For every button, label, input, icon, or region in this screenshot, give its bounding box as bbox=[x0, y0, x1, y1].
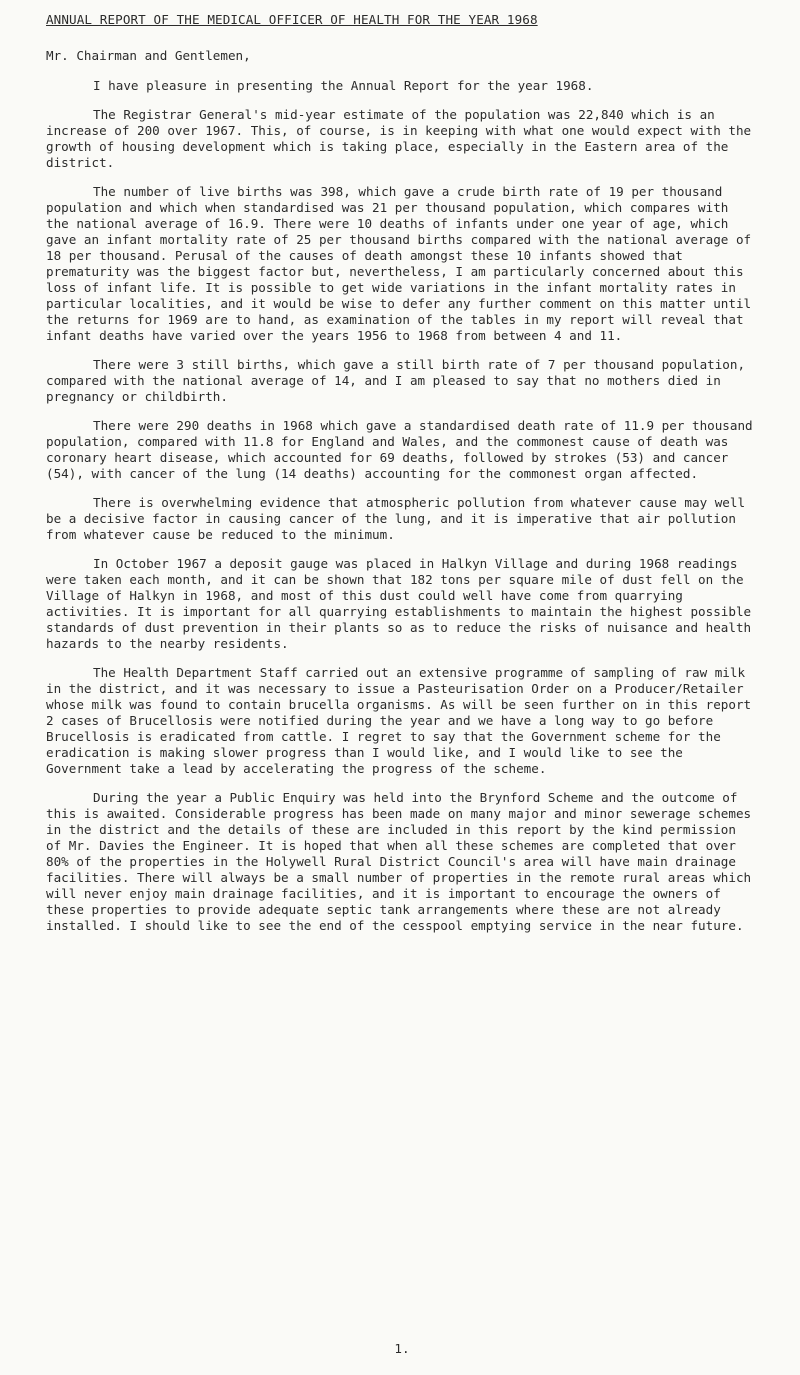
report-title: ANNUAL REPORT OF THE MEDICAL OFFICER OF HEALTH FOR THE YEAR 1968 bbox=[46, 12, 538, 27]
paragraph-sewerage: During the year a Public Enquiry was held into the Brynford Scheme and the outcome of this is awaited. Considerable progress has been made on many major and minor sewerage schemes in the district and the details of these are included in this report by the kind permission of Mr. Davies the Engineer. It is hoped that when all these schemes are completed that over 80% of the properties in the Holywell Rural District Council's area will have main drainage facilities. There will always be a small number of properties in the remote rural areas which will never enjoy main drainage facilities, and it is important to encourage the owners of these properties to provide adequate septic tank arrangements where these are not already installed. I should like to see the end of the cesspool emptying service in the near future. bbox=[46, 790, 752, 933]
paragraph-deaths: There were 290 deaths in 1968 which gave a standardised death rate of 11.9 per thousand population, compared with 11.8 for England and Wales, and the commonest cause of death was coronary heart disease, which accounted for 69 deaths, followed by strokes (53) and cancer (54), with cancer of the lung (14 deaths) accounting for the commonest organ affected. bbox=[46, 418, 753, 481]
salutation: Mr. Chairman and Gentlemen, bbox=[46, 48, 251, 63]
paragraph-air-pollution: There is overwhelming evidence that atmospheric pollution from whatever cause may well be a decisive factor in causing cancer of the lung, and it is imperative that air pollution from whatever cause be reduced to the minimum. bbox=[46, 495, 746, 542]
paragraph-births-infant-mortality: The number of live births was 398, which gave a crude birth rate of 19 per thousand population and which when standardised was 21 per thousand population, which compares with the national average of 16.9. There were 10 deaths of infants under one year of age, which gave an infant mortality rate of 25 per thousand births compared with the national average of 18 per thousand. Perusal of the causes of death amongst these 10 infants showed that prematurity was the biggest factor but, nevertheless, I am particularly concerned about this loss of infant life. It is possible to get wide variations in the infant mortality rates in particular localities, and it would be wise to defer any further comment on this matter until the returns for 1969 are to hand, as examination of the tables in my report will reveal that infant deaths have varied over the years 1956 to 1968 from between 4 and 11. bbox=[46, 184, 752, 343]
paragraph-introduction: I have pleasure in presenting the Annual Report for the year 1968. bbox=[93, 78, 594, 93]
paragraph-milk-sampling: The Health Department Staff carried out an extensive programme of sampling of raw milk in the district, and it was necessary to issue a Pasteurisation Order on a Producer/Retailer whose milk was found to contain brucella organisms. As will be seen further on in this report 2 cases of Brucellosis were notified during the year and we have a long way to go before Brucellosis is eradicated from cattle. I regret to say that the Government scheme for the eradication is making slower progress than I would like, and I would like to see the Government take a lead by accelerating the progress of the scheme. bbox=[46, 665, 752, 776]
report-page bbox=[46, 12, 758, 1357]
paragraph-dust-deposit: In October 1967 a deposit gauge was placed in Halkyn Village and during 1968 readings were taken each month, and it can be shown that 182 tons per square mile of dust fell on the Village of Halkyn in 1968, and most of this dust could well have come from quarrying activities. It is important for all quarrying establishments to maintain the highest possible standards of dust prevention in their plants so as to reduce the risks of nuisance and health hazards to the nearby residents. bbox=[46, 556, 752, 651]
page-number: 1. bbox=[394, 1341, 410, 1356]
paragraph-still-births: There were 3 still births, which gave a still birth rate of 7 per thousand population, compared with the national average of 14, and I am pleased to say that no mothers died in pregnancy or childbirth. bbox=[46, 357, 746, 404]
paragraph-population: The Registrar General's mid-year estimate of the population was 22,840 which is an increase of 200 over 1967. This, of course, is in keeping with what one would expect with the growth of housing development which is taking place, especially in the Eastern area of the district. bbox=[46, 107, 752, 170]
